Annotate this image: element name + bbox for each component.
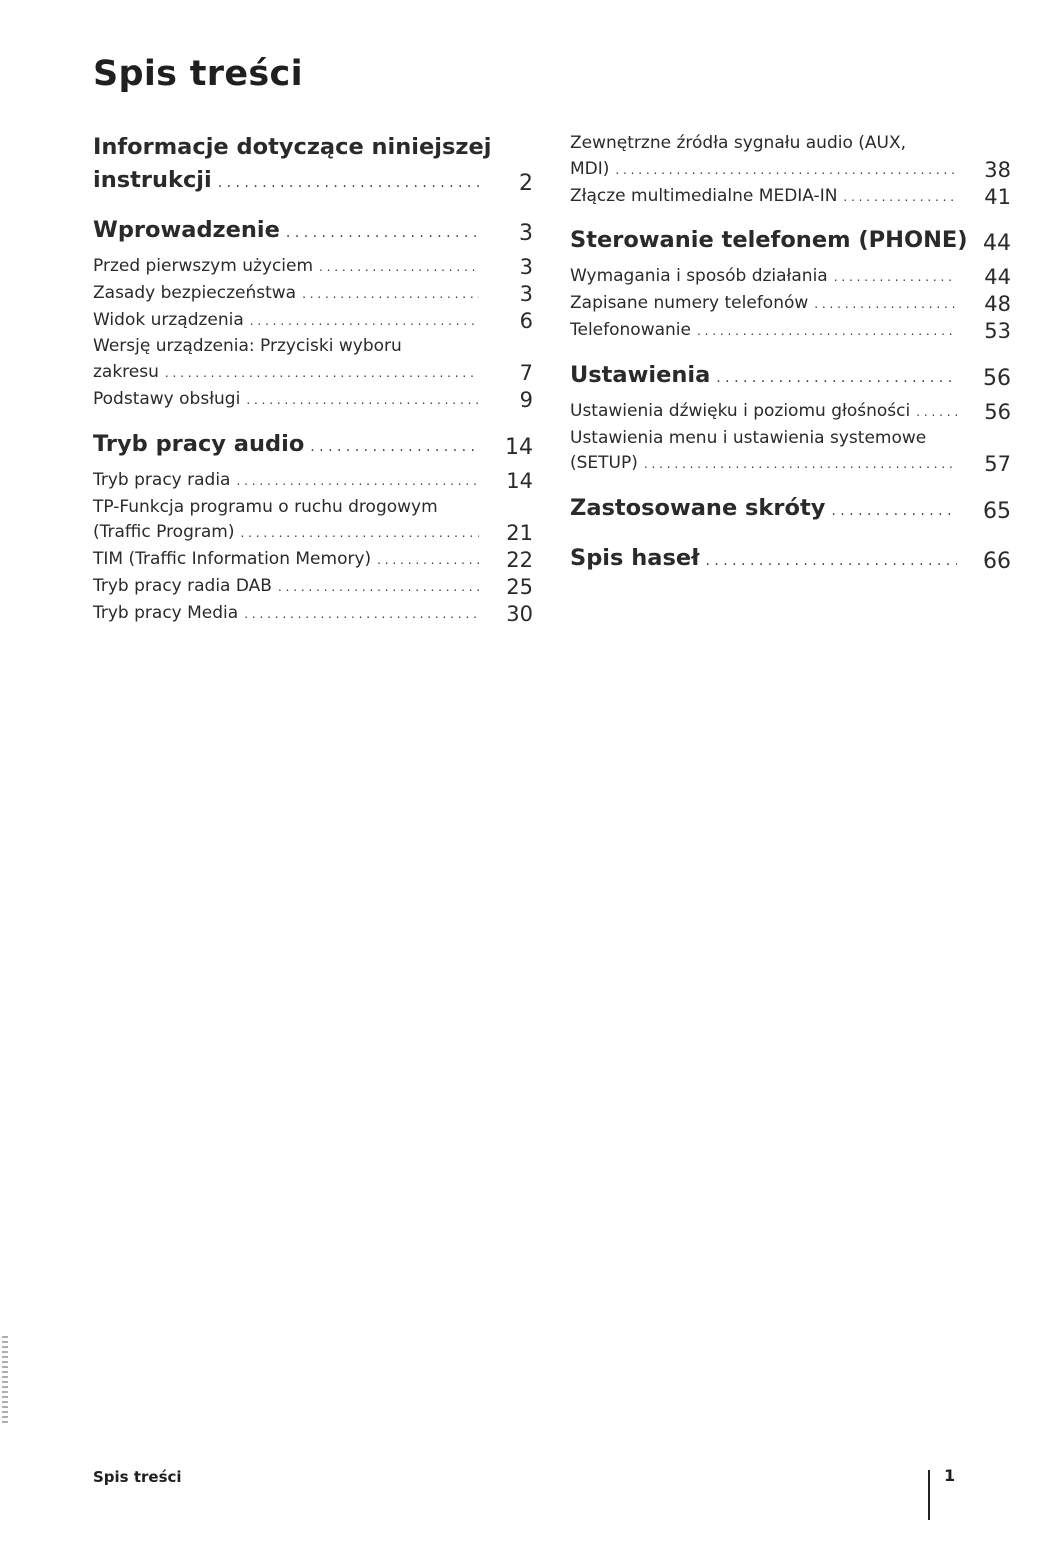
dot-leader (377, 548, 479, 574)
toc-page-number: 44 (975, 227, 1011, 260)
toc-page-number: 3 (512, 282, 533, 308)
dot-leader (814, 292, 957, 318)
toc-page-number: 56 (975, 362, 1011, 395)
dot-leader (236, 469, 479, 495)
toc-left-column (93, 131, 533, 628)
toc-entry-title: Ustawienia (570, 361, 711, 388)
toc-item[interactable] (570, 184, 1011, 211)
dot-leader (697, 319, 957, 345)
toc-page-number: 3 (511, 217, 533, 250)
toc-page-number: 14 (498, 469, 533, 495)
toc-section[interactable] (570, 492, 1011, 528)
dot-leader (843, 185, 957, 211)
toc-section[interactable] (570, 542, 1011, 578)
dot-leader (244, 602, 479, 628)
toc-entry-title: TIM (Traffic Information Memory) (93, 549, 372, 570)
toc-page-number: 25 (498, 575, 533, 601)
toc-entry-title: zakresu (93, 362, 159, 383)
toc-item[interactable] (93, 468, 533, 495)
toc-section[interactable] (570, 359, 1011, 395)
toc-item[interactable] (93, 254, 533, 281)
toc-item[interactable] (93, 574, 533, 601)
toc-item[interactable] (93, 334, 533, 387)
toc-section[interactable] (570, 224, 1011, 260)
toc-section[interactable] (93, 131, 533, 200)
toc-entry-title: Tryb pracy Media (93, 602, 239, 623)
toc-page-number: 53 (976, 319, 1011, 345)
dot-leader (916, 400, 957, 426)
toc-entry-title: Tryb pracy radia (93, 469, 231, 490)
toc-entry-title: Wymagania i sposób działania (570, 266, 828, 287)
toc-page-number: 48 (976, 292, 1011, 318)
toc-section[interactable] (93, 214, 533, 250)
toc-entry-title-line: Zewnętrzne źródła sygnału audio (AUX, (570, 133, 907, 153)
toc-entry-title-line: Wersję urządzenia: Przyciski wyboru (93, 336, 402, 357)
toc-item[interactable] (93, 495, 533, 548)
toc-entry-title: (Traffic Program) (93, 522, 235, 543)
dot-leader (615, 158, 957, 184)
toc-page-number: 9 (512, 388, 533, 414)
toc-page-number: 2 (511, 167, 533, 200)
dot-leader (834, 265, 957, 291)
toc-page-number: 6 (512, 309, 533, 335)
toc-entry-title: Telefonowanie (570, 319, 691, 340)
toc-page-number: 22 (498, 548, 533, 574)
toc-page-number: 57 (976, 452, 1011, 478)
toc-item[interactable] (93, 547, 533, 574)
dot-leader (246, 388, 479, 414)
toc-entry-title-line: Ustawienia menu i ustawienia systemowe (570, 427, 927, 448)
toc-item[interactable] (93, 601, 533, 628)
toc-entry-title: Zasady bezpieczeństwa (93, 282, 297, 303)
dot-leader (716, 362, 957, 395)
toc-page-number: 44 (976, 265, 1011, 291)
toc-right-column (570, 131, 1011, 582)
dot-leader (310, 431, 479, 464)
toc-entry-title: Zapisane numery telefonów (570, 293, 809, 314)
toc-page-number: 30 (498, 602, 533, 628)
dot-leader (302, 282, 479, 308)
toc-page-number: 3 (512, 255, 533, 281)
toc-entry-title: Spis haseł (570, 545, 700, 572)
toc-page-number: 38 (976, 158, 1011, 184)
toc-item[interactable] (570, 426, 1011, 479)
toc-entry-title: Widok urządzenia (93, 309, 244, 330)
toc-item[interactable] (570, 291, 1011, 318)
toc-item[interactable] (570, 131, 1011, 184)
toc-entry-title: Tryb pracy audio (93, 430, 305, 457)
toc-page-number: 56 (976, 400, 1011, 426)
toc-page-number: 65 (975, 495, 1011, 528)
toc-entry-title: Złącze multimedialne MEDIA-IN (570, 185, 838, 206)
toc-item[interactable] (93, 308, 533, 335)
toc-page-number: 7 (512, 361, 533, 387)
toc-entry-title: Ustawienia dźwięku i poziomu głośności (570, 400, 911, 421)
page-number: 1 (944, 1466, 956, 1485)
footer-label: Spis treści (93, 1468, 182, 1486)
toc-entry-title: Przed pierwszym użyciem (93, 256, 314, 276)
toc-item[interactable] (93, 387, 533, 414)
toc-item[interactable] (570, 399, 1011, 426)
footer-divider (928, 1470, 930, 1520)
toc-page-number: 66 (975, 545, 1011, 578)
toc-entry-title: Wprowadzenie (93, 217, 280, 243)
toc-page-number: 41 (976, 185, 1011, 211)
toc-entry-title: instrukcji (93, 167, 212, 193)
dot-leader (250, 309, 479, 335)
toc-item[interactable] (93, 281, 533, 308)
toc-item[interactable] (570, 264, 1011, 291)
dot-leader (286, 217, 479, 250)
dot-leader (319, 255, 479, 281)
toc-entry-title: Sterowanie telefonem (PHONE) (570, 227, 968, 254)
margin-print-code (2, 1336, 8, 1426)
toc-item[interactable] (570, 318, 1011, 345)
toc-entry-title-line: Informacje dotyczące niniejszej (93, 134, 492, 160)
dot-leader (644, 452, 957, 478)
toc-entry-title: Tryb pracy radia DAB (93, 575, 272, 596)
toc-page-number: 21 (498, 521, 533, 547)
dot-leader (705, 545, 957, 578)
toc-entry-title: Zastosowane skróty (570, 495, 826, 522)
toc-entry-title-line: TP-Funkcja programu o ruchu drogowym (93, 496, 438, 517)
toc-entry-title: Podstawy obsługi (93, 388, 241, 409)
dot-leader (165, 361, 479, 387)
toc-page-number: 14 (497, 431, 533, 464)
toc-entry-title: (SETUP) (570, 453, 638, 474)
page-title: Spis treści (93, 54, 303, 94)
dot-leader (278, 575, 479, 601)
toc-entry-title: MDI) (570, 158, 610, 179)
dot-leader (240, 521, 479, 547)
dot-leader (831, 495, 957, 528)
toc-section[interactable] (93, 428, 533, 464)
dot-leader (218, 167, 479, 200)
